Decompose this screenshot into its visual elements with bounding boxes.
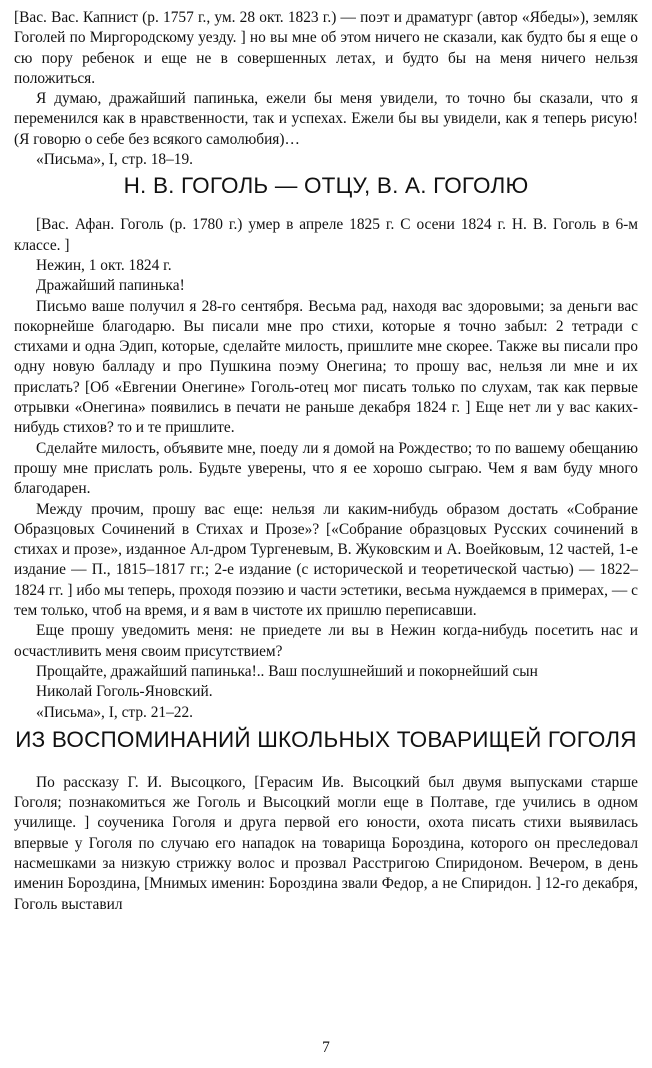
source-reference-2: «Письма», I, стр. 21–22. bbox=[36, 703, 194, 721]
page-number: 7 bbox=[322, 1039, 330, 1056]
book-page bbox=[14, 8, 638, 915]
section-heading-memoirs: ИЗ ВОСПОМИНАНИЙ ШКОЛЬНЫХ ТОВАРИЩЕЙ ГОГОЛЯ bbox=[15, 726, 637, 752]
letter-paragraph-1: Письмо ваше получил я 28-го сентября. Весьма рад, находя вас здоровыми; за деньги вас покорнейше благодарю. Вы писали мне про стихи, которые я точно забыл: 2 тетради с стихами и одна Эдип, которые, сделайте милость, пришлите мне скорее. Также вы писали про одну новую балладу и про Пушкина поэму Онегина; то прошу вас, нельзя ли мне и их прислать? [Об «Евгении Онегине» Гоголь-отец мог писать только по слухам, так как первые отрывки «Онегина» появились в печати не раньше декабря 1824 г. ] Еще нет ли у вас каких-нибудь стихов? то и те пришлите. bbox=[14, 297, 638, 437]
letter-paragraph-3: Между прочим, прошу вас еще: нельзя ли каким-нибудь образом достать «Собрание Образцовых Сочинений в Стихах и Прозе»? [«Собрание образцовых Русских сочинений в стихах и прозе», изданное Ал-дром Тургеневым, В. Жуковским и А. Воейковым, 12 частей, 1-е издание — П., 1815–1817 гг.; 2-е издание (с исторической и теоретической частью) — 1822–1824 гг. ] ибо мы теперь, проходя поэзию и части эстетики, весьма нуждаемся в примерах, — с тем только, чтоб на время, и я вам в чистоте их пришлю переписавши. bbox=[14, 500, 638, 620]
letter-salutation: Дражайший папинька! bbox=[36, 277, 185, 295]
paragraph-drawing: Я думаю, дражайший папинька, ежели бы меня увидели, то точно бы сказали, что я переменился как в нравственности, так и успехах. Ежели бы вы увидели, как я теперь рисую! (Я говорю о себе без всякого самолюбия)… bbox=[14, 90, 638, 148]
letter-closing: Прощайте, дражайший папинька!.. Ваш послушнейший и покорнейший сын bbox=[36, 662, 538, 680]
letter-paragraph-2: Сделайте милость, объявите мне, поеду ли я домой на Рождество; то по вашему обещанию прошу мне прислать роль. Будьте уверены, что я ее хорошо сыграю. Чем я вам буду много благодарен. bbox=[14, 439, 638, 498]
letter-place-date: Нежин, 1 окт. 1824 г. bbox=[36, 256, 172, 274]
letter-signature: Николай Гоголь-Яновский. bbox=[36, 683, 213, 701]
letter-paragraph-4: Еще прошу уведомить меня: не приедете ли вы в Нежин когда-нибудь посетить нас и осчастливить меня своим присутствием? bbox=[14, 622, 638, 660]
memoir-paragraph: По рассказу Г. И. Высоцкого, [Герасим Ив. Высоцкий был двумя выпусками старше Гоголя; познакомиться же Гоголь и Высоцкий могли еще в Полтаве, где учились в одном училище. ] соученика Гоголя и друга первой его юности, охота писать стихи выявилась впервые у Гоголя по случаю его нападок на товарища Бороздина, которого он преследовал насмешками за низкую стрижку волос и прозвал Расстригою Спиридоном. Вечером, в день именин Бороздина, [Мнимых именин: Бороздина звали Федор, а не Спиридон. ] 12-го декабря, Гоголь выставил bbox=[14, 773, 638, 913]
paragraph-kapnist-note: [Вас. Вас. Капнист (р. 1757 г., ум. 28 окт. 1823 г.) — поэт и драматург (автор «Ябеды»), земляк Гоголей по Миргородскому уезду. ] но вы мне об этом ничего не сказали, как будто бы я еще о сю пору ребенок и еще не в совершенных летах, и будто бы на меня ничего нельзя положиться. bbox=[14, 9, 638, 87]
section-heading-letter: Н. В. ГОГОЛЬ — ОТЦУ, В. А. ГОГОЛЮ bbox=[123, 173, 529, 199]
editorial-note-father: [Вас. Афан. Гоголь (р. 1780 г.) умер в апреле 1825 г. С осени 1824 г. Н. В. Гоголь в 6-м классе. ] bbox=[14, 216, 638, 254]
source-reference-1: «Письма», I, стр. 18–19. bbox=[36, 151, 194, 169]
